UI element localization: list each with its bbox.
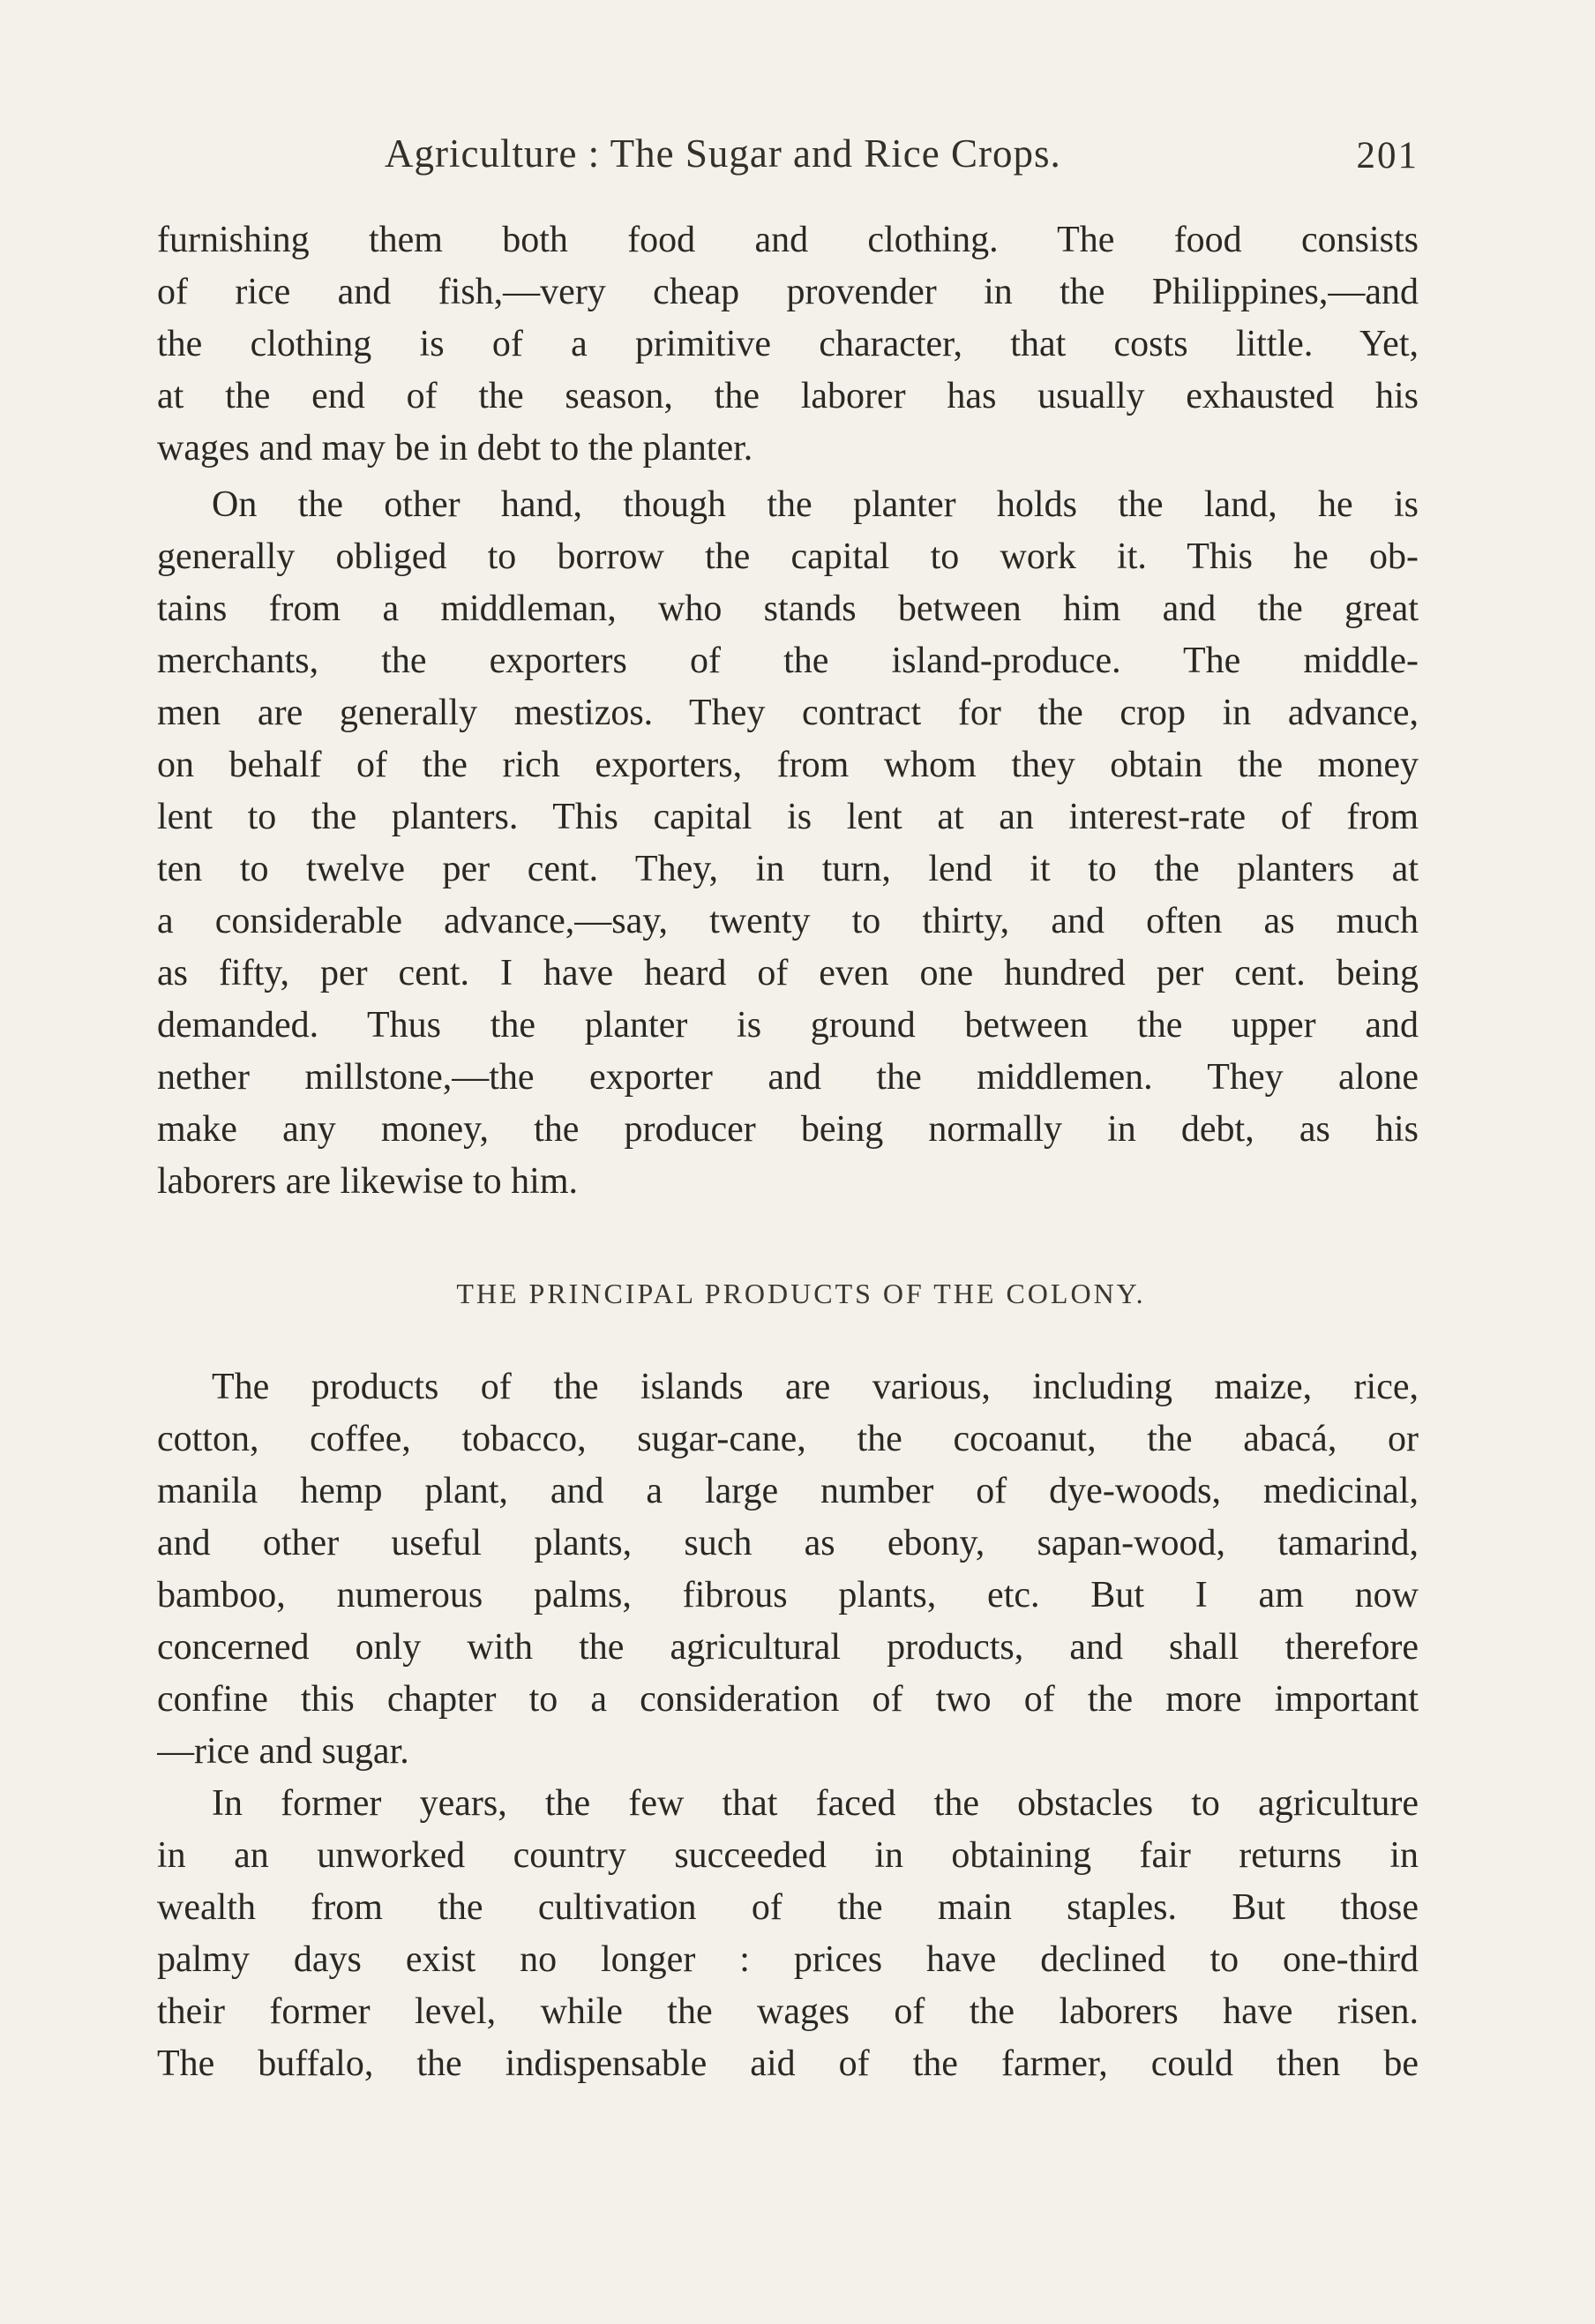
text-line: The buffalo, the indispensable aid of the farmer, could then be — [157, 2043, 1419, 2084]
text-line: in an unworked country succeeded in obtaining fair returns in — [157, 1835, 1419, 1876]
text-line: and other useful plants, such as ebony, sapan-wood, tamarind, — [157, 1523, 1419, 1563]
paragraph-4 — [157, 1778, 1419, 2090]
text-line: ten to twelve per cent. They, in turn, lend it to the planters at — [157, 849, 1419, 889]
text-line: concerned only with the agricultural products, and shall therefore — [157, 1627, 1419, 1668]
text-line: confine this chapter to a consideration of two of the more important — [157, 1679, 1419, 1720]
text-line: manila hemp plant, and a large number of dye-woods, medicinal, — [157, 1471, 1419, 1511]
text-line: The products of the islands are various, including maize, rice, — [212, 1367, 1419, 1407]
text-line: In former years, the few that faced the obstacles to agriculture — [212, 1783, 1419, 1824]
paragraph-1 — [157, 214, 1419, 475]
running-head — [157, 131, 1419, 184]
text-line: furnishing them both food and clothing. The food consists — [157, 220, 1419, 260]
text-line: on behalf of the rich exporters, from whom they obtain the money — [157, 745, 1419, 785]
text-line: bamboo, numerous palms, fibrous plants, etc. But I am now — [157, 1575, 1419, 1616]
section-heading: THE PRINCIPAL PRODUCTS OF THE COLONY. — [456, 1278, 1146, 1309]
text-line: On the other hand, though the planter holds the land, he is — [212, 484, 1419, 525]
text-line: generally obliged to borrow the capital to work it. This he ob- — [157, 536, 1419, 577]
text-line: cotton, coffee, tobacco, sugar-cane, the cocoanut, the abacá, or — [157, 1419, 1419, 1459]
text-line: men are generally mestizos. They contract for the crop in advance, — [157, 693, 1419, 733]
text-line: their former level, while the wages of the laborers have risen. — [157, 1991, 1419, 2032]
text-line: nether millstone,—the exporter and the middlemen. They alone — [157, 1057, 1419, 1098]
page-number: 201 — [1356, 135, 1419, 176]
text-line: wealth from the cultivation of the main staples. But those — [157, 1887, 1419, 1928]
paragraph-3 — [157, 1361, 1419, 1778]
text-line: —rice and sugar. — [157, 1731, 409, 1772]
text-line: laborers are likewise to him. — [157, 1161, 579, 1202]
text-line: a considerable advance,—say, twenty to thirty, and often as much — [157, 901, 1419, 941]
text-line: at the end of the season, the laborer has usually exhausted his — [157, 376, 1419, 416]
text-line: of rice and fish,—very cheap provender in the Philippines,—and — [157, 272, 1419, 312]
text-line: wages and may be in debt to the planter. — [157, 428, 753, 469]
text-line: lent to the planters. This capital is lent at an interest-rate of from — [157, 797, 1419, 837]
text-line: the clothing is of a primitive character, that costs little. Yet, — [157, 324, 1419, 364]
text-line: as fifty, per cent. I have heard of even one hundred per cent. being — [157, 953, 1419, 993]
text-line: tains from a middleman, who stands between him and the great — [157, 588, 1419, 629]
text-line: demanded. Thus the planter is ground between the upper and — [157, 1005, 1419, 1046]
running-title: Agriculture : The Sugar and Rice Crops. — [385, 131, 1061, 176]
text-line: make any money, the producer being normally in debt, as his — [157, 1109, 1419, 1150]
paragraph-2 — [157, 479, 1419, 1208]
text-line: merchants, the exporters of the island-produce. The middle- — [157, 641, 1419, 681]
text-line: palmy days exist no longer : prices have declined to one-third — [157, 1939, 1419, 1980]
